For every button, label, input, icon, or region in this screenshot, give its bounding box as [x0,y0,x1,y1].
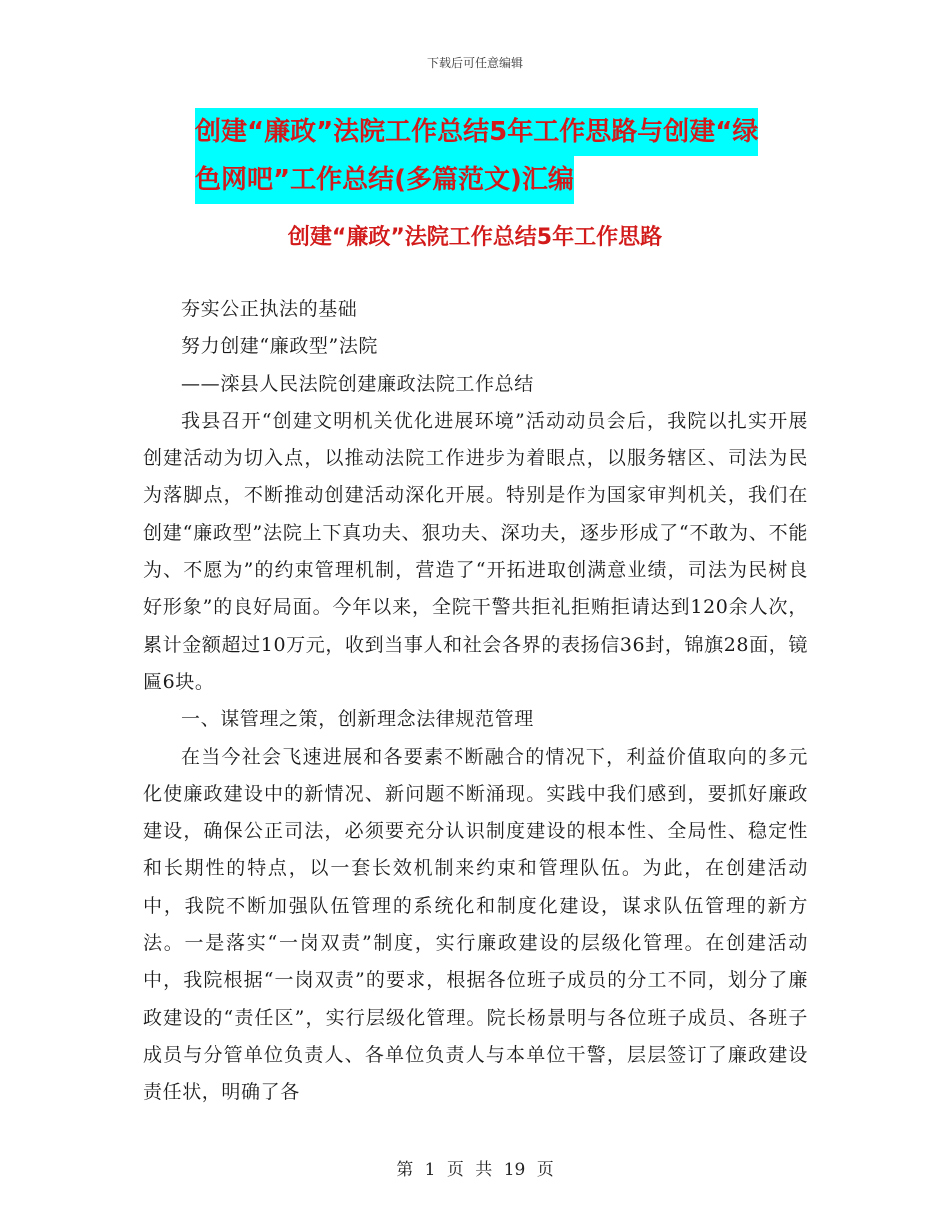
section-title: 创建“廉政”法院工作总结5年工作思路 [287,225,663,250]
paragraph: ——滦县人民法院创建廉政法院工作总结 [181,372,534,395]
paragraph: 在当今社会飞速进展和各要素不断融合的情况下，利益价值取向的多元化使廉政建设中的新情况、新问题不断涌现。实践中我们感到，要抓好廉政建设，确保公正司法，必须要充分认识制度建设的根本性、全局性、稳定性和长期性的特点，以一套长效机制来约束和管理队伍。为此，在创建活动中，我院不断加强队伍管理的系统化和制度化建设，谋求队伍管理的新方法。一是落实“一岗双责”制度，实行廉政建设的层级化管理。在创建活动中，我院根据“一岗双责”的要求，根据各位班子成员的分工不同，划分了廉政建设的“责任区”，实行层级化管理。院长杨景明与各位班子成员、各班子成员与分管单位负责人、各单位负责人与本单位干警，层层签订了廉政建设责任状，明确了各 [143,745,808,1104]
document-title-line-2: 色网吧”工作总结(多篇范文)汇编 [195,156,574,204]
page-footer: 第 1 页 共 19 页 [396,1160,554,1180]
paragraph: 我县召开“创建文明机关优化进展环境”活动动员会后，我院以扎实开展创建活动为切入点，以推动法院工作进步为着眼点，以服务辖区、司法为民为落脚点，不断推动创建活动深化开展。特别是作为国家审判机关，我们在创建“廉政型”法院上下真功夫、狠功夫、深功夫，逐步形成了“不敢为、不能为、不愿为”的约束管理机制，营造了“开拓进取创满意业绩，司法为民树良好形象”的良好局面。今年以来，全院干警共拒礼拒贿拒请达到120余人次，累计金额超过10万元，收到当事人和社会各界的表扬信36封，锦旗28面，镜匾6块。 [143,409,808,693]
document-title [195,108,815,204]
document-body [143,291,808,1112]
document-title-line-1: 创建“廉政”法院工作总结5年工作思路与创建“绿 [195,108,758,156]
paragraph: 努力创建“廉政型”法院 [181,335,379,358]
header-note: 下载后可任意编辑 [426,56,523,70]
paragraph: 一、谋管理之策，创新理念法律规范管理 [181,708,534,731]
paragraph: 夯实公正执法的基础 [181,298,358,320]
